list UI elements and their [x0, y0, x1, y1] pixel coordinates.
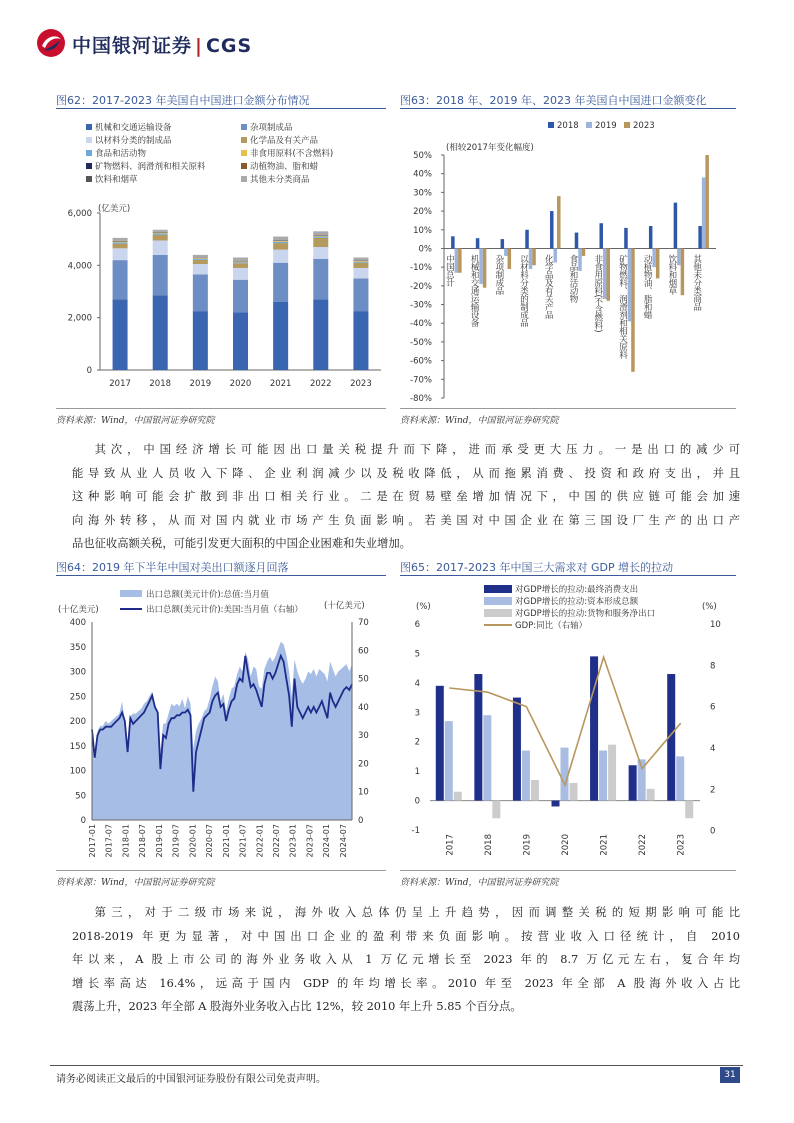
figure-62-chart — [56, 118, 391, 406]
legend-label: 对GDP增长的拉动:最终消费支出 — [515, 585, 639, 595]
bar — [685, 801, 693, 819]
figure-63-rule — [400, 108, 736, 109]
legend-swatch — [484, 597, 512, 605]
figure-62-source-rule — [56, 408, 386, 409]
legend-label: 饮料和烟草 — [95, 175, 138, 185]
paragraph-line: 这种影响可能会扩散到非出口相关行业。二是在贸易壁垒增加情况下，中国的供应链可能会加速 — [72, 490, 740, 503]
bar — [550, 211, 554, 248]
stacked-bar-segment — [233, 263, 248, 268]
x-tick-label: 2021 — [599, 834, 610, 856]
legend-label: 食品和活动物 — [95, 149, 147, 159]
bar — [582, 248, 586, 255]
legend-label: 2023 — [633, 121, 655, 131]
figure-64-title: 图64：2019 年下半年中国对美出口额逐月回落 — [56, 561, 289, 574]
x-tick-label: 2017-07 — [104, 824, 114, 858]
legend-label: 2018 — [557, 121, 579, 131]
legend-swatch — [241, 137, 247, 143]
x-tick-label: 矿物燃料、润滑剂和相关原料 — [617, 254, 628, 359]
legend-label: 2019 — [595, 121, 617, 131]
left-unit-label: (十亿美元) — [58, 605, 99, 615]
unit-label: (相较2017年变化幅度) — [446, 143, 534, 153]
figure-65-chart — [400, 582, 736, 868]
x-tick-label: 以材料分类的制成品 — [518, 254, 529, 327]
legend-swatch — [86, 176, 92, 182]
bar — [575, 233, 579, 249]
stacked-bar-segment — [273, 241, 288, 242]
y-tick-label: 4 — [414, 678, 420, 689]
x-tick-label: 2020-01 — [188, 824, 198, 858]
bar — [674, 203, 678, 249]
bar — [599, 751, 607, 801]
y2-tick-label: 10 — [710, 620, 721, 630]
bar — [578, 248, 582, 270]
figure-63-source: 资料来源：Wind，中国银河证券研究院 — [400, 416, 559, 426]
x-tick-label: 2018 — [483, 834, 494, 856]
bar — [628, 248, 632, 321]
bar — [483, 715, 491, 800]
y2-tick-label: 30 — [358, 731, 369, 742]
stacked-bar-segment — [273, 243, 288, 250]
legend-swatch — [241, 176, 247, 182]
y2-tick-label: 8 — [710, 661, 716, 672]
bar — [705, 155, 709, 248]
y-tick-label: 6,000 — [67, 209, 92, 219]
total-exports-area — [92, 642, 352, 820]
bar — [458, 248, 462, 272]
bar — [656, 248, 660, 278]
legend-swatch — [86, 150, 92, 156]
figure-64-source: 资料来源：Wind，中国银河证券研究院 — [56, 878, 215, 888]
stacked-bar-segment — [353, 268, 368, 278]
legend-label: 非食用原料(不含燃料) — [250, 149, 334, 159]
y-tick-label: -10% — [410, 263, 432, 274]
bar — [599, 223, 603, 248]
bar — [476, 238, 480, 248]
right-unit-label: (十亿美元) — [324, 601, 365, 611]
bar — [652, 248, 656, 267]
bar — [504, 248, 508, 255]
stacked-bar-segment — [353, 311, 368, 370]
y2-tick-label: 2 — [710, 785, 716, 796]
bar — [676, 756, 684, 800]
y-tick-label: -20% — [410, 281, 432, 292]
stacked-bar-segment — [313, 238, 328, 247]
figure-63-svg — [400, 118, 736, 406]
figure-65-source: 资料来源：Wind，中国银河证券研究院 — [400, 878, 559, 888]
bar — [529, 248, 533, 269]
stacked-bar-segment — [353, 257, 368, 260]
y-tick-label: 1 — [414, 767, 420, 778]
stacked-bar-segment — [193, 255, 208, 258]
legend-label: 机械和交通运输设备 — [95, 123, 172, 133]
legend-label: 其他未分类商品 — [250, 175, 310, 185]
stacked-bar-segment — [273, 302, 288, 370]
x-tick-label: 动植物油、脂和蜡 — [642, 254, 653, 319]
stacked-bar-segment — [153, 255, 168, 296]
brand-name: 中国银河证券 | CGS — [72, 35, 253, 57]
figure-64-rule — [56, 575, 386, 576]
stacked-bar-segment — [233, 268, 248, 280]
stacked-bar-segment — [313, 299, 328, 370]
footer-rule — [50, 1065, 743, 1066]
stacked-bar-segment — [353, 262, 368, 263]
x-tick-label: 2019-07 — [171, 824, 181, 858]
stacked-bar-segment — [273, 242, 288, 243]
figure-65-rule — [400, 575, 736, 576]
bar — [647, 789, 655, 801]
legend-label: 矿物燃料、润滑剂和相关原料 — [95, 162, 206, 172]
figure-63-chart — [400, 118, 736, 406]
legend-label: 化学品及有关产品 — [250, 136, 319, 146]
y-tick-label: 20% — [413, 207, 432, 218]
legend-label: 动植物油、脂和蜡 — [250, 162, 319, 172]
paragraph-line: 能导致从业人员收入下降、企业利润减少以及税收降低，从而拖累消费、投资和政府支出，并且 — [72, 466, 740, 480]
figure-62-svg — [56, 118, 391, 406]
stacked-bar-segment — [113, 242, 128, 243]
y-tick-label: 4,000 — [67, 261, 92, 272]
y-tick-label: 10% — [413, 225, 432, 236]
stacked-bar-segment — [113, 248, 128, 260]
bar — [483, 248, 487, 287]
bar — [525, 230, 529, 249]
stacked-bar-segment — [113, 242, 128, 243]
bar — [451, 236, 455, 248]
x-tick-label: 2021 — [269, 379, 292, 389]
bar — [603, 248, 607, 298]
y-tick-label: 0% — [418, 244, 432, 255]
y2-tick-label: 40 — [358, 702, 369, 713]
x-tick-label: 2019-01 — [154, 824, 164, 858]
y-tick-label: 350 — [69, 642, 86, 653]
y-tick-label: 0 — [80, 816, 86, 826]
stacked-bar-segment — [273, 237, 288, 241]
bar — [554, 248, 558, 262]
stacked-bar-segment — [273, 250, 288, 263]
body-paragraph-1 — [72, 438, 740, 556]
y-tick-label: 100 — [69, 766, 86, 777]
y2-tick-label: 0 — [710, 826, 716, 837]
x-tick-label: 2020 — [561, 834, 571, 856]
stacked-bar-segment — [113, 244, 128, 249]
stacked-bar-segment — [233, 262, 248, 263]
x-tick-label: 2024-07 — [338, 824, 348, 858]
y-tick-label: 0 — [86, 366, 92, 376]
bar — [561, 748, 569, 801]
stacked-bar-segment — [193, 311, 208, 370]
bar — [677, 248, 681, 265]
stacked-bar-segment — [353, 261, 368, 262]
figure-63-title: 图63：2018 年、2019 年、2023 年美国自中国进口金额变化 — [400, 94, 707, 107]
x-tick-label: 2020 — [229, 379, 252, 389]
bar — [531, 780, 539, 801]
paragraph-line: 震荡上升，2023 年全部 A 股海外业务收入占比 12%，较 2010 年上升 5.85 个百分点。 — [72, 1000, 522, 1013]
y2-tick-label: 70 — [358, 618, 369, 628]
y-tick-label: 300 — [69, 667, 86, 678]
bar — [436, 686, 444, 801]
y-tick-label: 50% — [413, 151, 432, 161]
legend-swatch — [86, 137, 92, 143]
stacked-bar-segment — [193, 259, 208, 260]
y-tick-label: 0 — [414, 796, 420, 807]
figure-63-source-rule — [400, 408, 736, 409]
stacked-bar-segment — [353, 263, 368, 268]
figure-64-svg — [56, 582, 391, 868]
paragraph-line: 增长率高达 16.4%，远高于国内 GDP 的年均增长率。2010 年至 2023 年全部 A 股海外收入占比 — [72, 976, 740, 990]
x-tick-label: 2021-01 — [221, 824, 231, 858]
stacked-bar-segment — [193, 264, 208, 274]
bar — [631, 248, 635, 371]
stacked-bar-segment — [153, 233, 168, 234]
legend-swatch — [484, 609, 512, 617]
stacked-bar-segment — [193, 258, 208, 259]
paragraph-line: 向海外转移，从而对国内就业市场产生负面影响。若美国对中国企业在第三国设厂生产的出口产 — [72, 513, 740, 527]
y-tick-label: 50 — [75, 791, 86, 802]
bar — [702, 177, 706, 248]
x-tick-label: 2022-01 — [255, 824, 265, 858]
stacked-bar-segment — [313, 259, 328, 300]
legend-label: 出口总额(美元计价):美国:当月值（右轴） — [146, 605, 303, 615]
x-tick-label: 2019 — [189, 379, 212, 389]
x-tick-label: 杂项制成品 — [493, 254, 504, 295]
legend-swatch — [86, 124, 92, 130]
x-tick-label: 2024-01 — [322, 824, 332, 858]
bar — [445, 721, 453, 800]
stacked-bar-segment — [153, 295, 168, 370]
legend-swatch — [241, 150, 247, 156]
legend-label: GDP:同比（右轴） — [515, 621, 588, 631]
y-tick-label: -30% — [410, 300, 432, 311]
stacked-bar-segment — [153, 230, 168, 232]
legend-swatch — [241, 163, 247, 169]
body-paragraph-2 — [72, 901, 740, 1019]
x-tick-label: 2023 — [350, 379, 372, 389]
legend-label: 对GDP增长的拉动:资本形成总额 — [515, 597, 639, 607]
unit-label: (亿美元) — [98, 204, 131, 214]
bar — [479, 248, 483, 284]
y2-tick-label: 4 — [710, 743, 716, 754]
x-tick-label: 2018-01 — [121, 824, 131, 858]
right-unit-label: (%) — [702, 602, 717, 612]
figure-62-source: 资料来源：Wind，中国银河证券研究院 — [56, 416, 215, 426]
bar — [681, 248, 685, 295]
legend-label: 对GDP增长的拉动:货物和服务净出口 — [515, 609, 656, 619]
stacked-bar-segment — [153, 233, 168, 234]
page-header — [36, 26, 758, 62]
stacked-bar-segment — [233, 257, 248, 261]
stacked-bar-segment — [353, 278, 368, 311]
y2-tick-label: 60 — [358, 646, 369, 657]
bar — [513, 698, 521, 801]
bar — [608, 745, 616, 801]
y-tick-label: 3 — [414, 708, 420, 719]
figure-64-source-rule — [56, 870, 386, 871]
paragraph-line: 第三，对于二级市场来说，海外收入总体仍呈上升趋势，因而调整关税的短期影响可能比 — [94, 906, 740, 919]
y2-tick-label: 50 — [358, 674, 369, 685]
x-tick-label: 化学品及有关产品 — [543, 254, 554, 319]
footer-disclaimer: 请务必阅读正文最后的中国银河证券股份有限公司免责声明。 — [56, 1074, 326, 1085]
stacked-bar-segment — [313, 237, 328, 238]
bar — [570, 783, 578, 801]
y-tick-label: 2,000 — [67, 313, 92, 324]
legend-swatch — [241, 124, 247, 130]
x-tick-label: 饮料和烟草 — [666, 254, 677, 295]
stacked-bar-segment — [153, 240, 168, 254]
x-tick-label: 食品和活动物 — [568, 254, 578, 303]
x-tick-label: 2023-01 — [288, 824, 298, 858]
stacked-bar-segment — [193, 260, 208, 264]
x-tick-label: 其他未分类商品 — [691, 254, 702, 311]
x-tick-label: 2017-01 — [88, 824, 97, 858]
bar — [522, 751, 530, 801]
x-tick-label: 2022-07 — [271, 824, 281, 858]
stacked-bar-segment — [113, 299, 128, 370]
legend-swatch — [586, 122, 592, 128]
legend-swatch — [484, 585, 512, 593]
x-tick-label: 非食用原料(不含燃料) — [592, 254, 603, 333]
x-tick-label: 2018-07 — [138, 824, 148, 858]
legend-swatch — [624, 122, 630, 128]
figure-65-svg — [400, 582, 736, 868]
y-tick-label: -40% — [410, 319, 432, 330]
bar — [501, 239, 505, 248]
legend-swatch — [120, 590, 142, 597]
x-tick-label: 2022 — [309, 379, 332, 389]
bar — [557, 196, 561, 248]
figure-62-rule — [56, 108, 386, 109]
figure-62-title: 图62：2017-2023 年美国自中国进口金额分布情况 — [56, 94, 310, 107]
y-tick-label: 150 — [69, 741, 86, 752]
stacked-bar-segment — [233, 262, 248, 263]
bar — [552, 801, 560, 807]
stacked-bar-segment — [193, 274, 208, 311]
y-tick-label: -50% — [410, 337, 432, 348]
x-tick-label: 2021-07 — [238, 824, 248, 858]
y-tick-label: 400 — [69, 618, 86, 628]
bar — [508, 248, 512, 269]
bar — [454, 792, 462, 801]
page-number: 31 — [720, 1067, 740, 1083]
x-tick-label: 2023 — [676, 834, 687, 856]
y-tick-label: 200 — [69, 717, 86, 727]
y-tick-label: 5 — [414, 649, 420, 660]
paragraph-line: 品也征收高额关税，可能引发更大面积的中国企业困难和失业增加。 — [72, 537, 411, 550]
x-tick-label: 2018 — [149, 379, 172, 389]
x-tick-label: 2017 — [445, 834, 456, 856]
x-tick-label: 2023-07 — [305, 824, 315, 858]
stacked-bar-segment — [153, 235, 168, 241]
y-tick-label: 30% — [413, 188, 432, 199]
y-tick-label: 2 — [414, 737, 420, 748]
legend-label: 出口总额(美元计价):总值:当月值 — [146, 590, 269, 600]
legend-swatch — [548, 122, 554, 128]
stacked-bar-segment — [233, 280, 248, 313]
legend-label: 杂项制成品 — [250, 123, 293, 133]
y-tick-label: -70% — [410, 375, 432, 386]
stacked-bar-segment — [273, 263, 288, 302]
paragraph-line: 2018-2019 年更为显著，对中国出口企业的盈利带来负面影响。按营业收入口径统计，自 2010 — [72, 929, 740, 943]
stacked-bar-segment — [313, 231, 328, 235]
x-tick-label: 机械和交通运输设备 — [469, 254, 480, 327]
x-tick-label: 2020-07 — [205, 824, 215, 858]
y-tick-label: 250 — [69, 692, 86, 703]
legend-swatch — [86, 163, 92, 169]
figure-65-title: 图65：2017-2023 年中国三大需求对 GDP 增长的拉动 — [400, 561, 674, 574]
bar — [455, 248, 459, 272]
stacked-bar-segment — [113, 238, 128, 241]
stacked-bar-segment — [113, 260, 128, 299]
y-tick-label: 6 — [414, 620, 420, 630]
bar — [629, 765, 637, 800]
figure-64-chart — [56, 582, 391, 868]
bar — [492, 801, 500, 819]
left-unit-label: (%) — [416, 602, 431, 612]
paragraph-line: 年以来，A 股上市公司的海外业务收入从 1 万亿元增长至 2023 年的 8.7 万亿元左右，复合年均 — [72, 953, 740, 966]
cgs-logo-icon — [36, 28, 66, 58]
figure-65-source-rule — [400, 870, 736, 871]
y2-tick-label: 20 — [358, 759, 369, 770]
bar — [649, 226, 653, 248]
paragraph-line: 其次，中国经济增长可能因出口量关税提升而下降，进而承受更大压力。一是出口的减少可 — [94, 443, 740, 456]
bar — [532, 248, 536, 265]
x-tick-label: 2022 — [638, 834, 649, 856]
y-tick-label: -80% — [410, 394, 432, 404]
x-tick-label: 2019 — [522, 834, 533, 856]
stacked-bar-segment — [233, 312, 248, 370]
bar — [606, 248, 610, 300]
y2-tick-label: 0 — [358, 816, 364, 826]
x-tick-label: 2017 — [109, 379, 131, 389]
y-tick-label: 40% — [413, 169, 432, 180]
stacked-bar-segment — [313, 236, 328, 237]
y-tick-label: -1 — [411, 826, 420, 836]
bar — [698, 226, 702, 248]
bar — [624, 228, 628, 249]
y-tick-label: -60% — [410, 356, 432, 367]
stacked-bar-segment — [313, 247, 328, 259]
x-tick-label: 中国总计 — [444, 254, 455, 287]
y2-tick-label: 10 — [358, 787, 369, 798]
y2-tick-label: 6 — [710, 702, 716, 713]
bar — [474, 674, 482, 801]
legend-label: 以材料分类的制成品 — [95, 136, 172, 146]
